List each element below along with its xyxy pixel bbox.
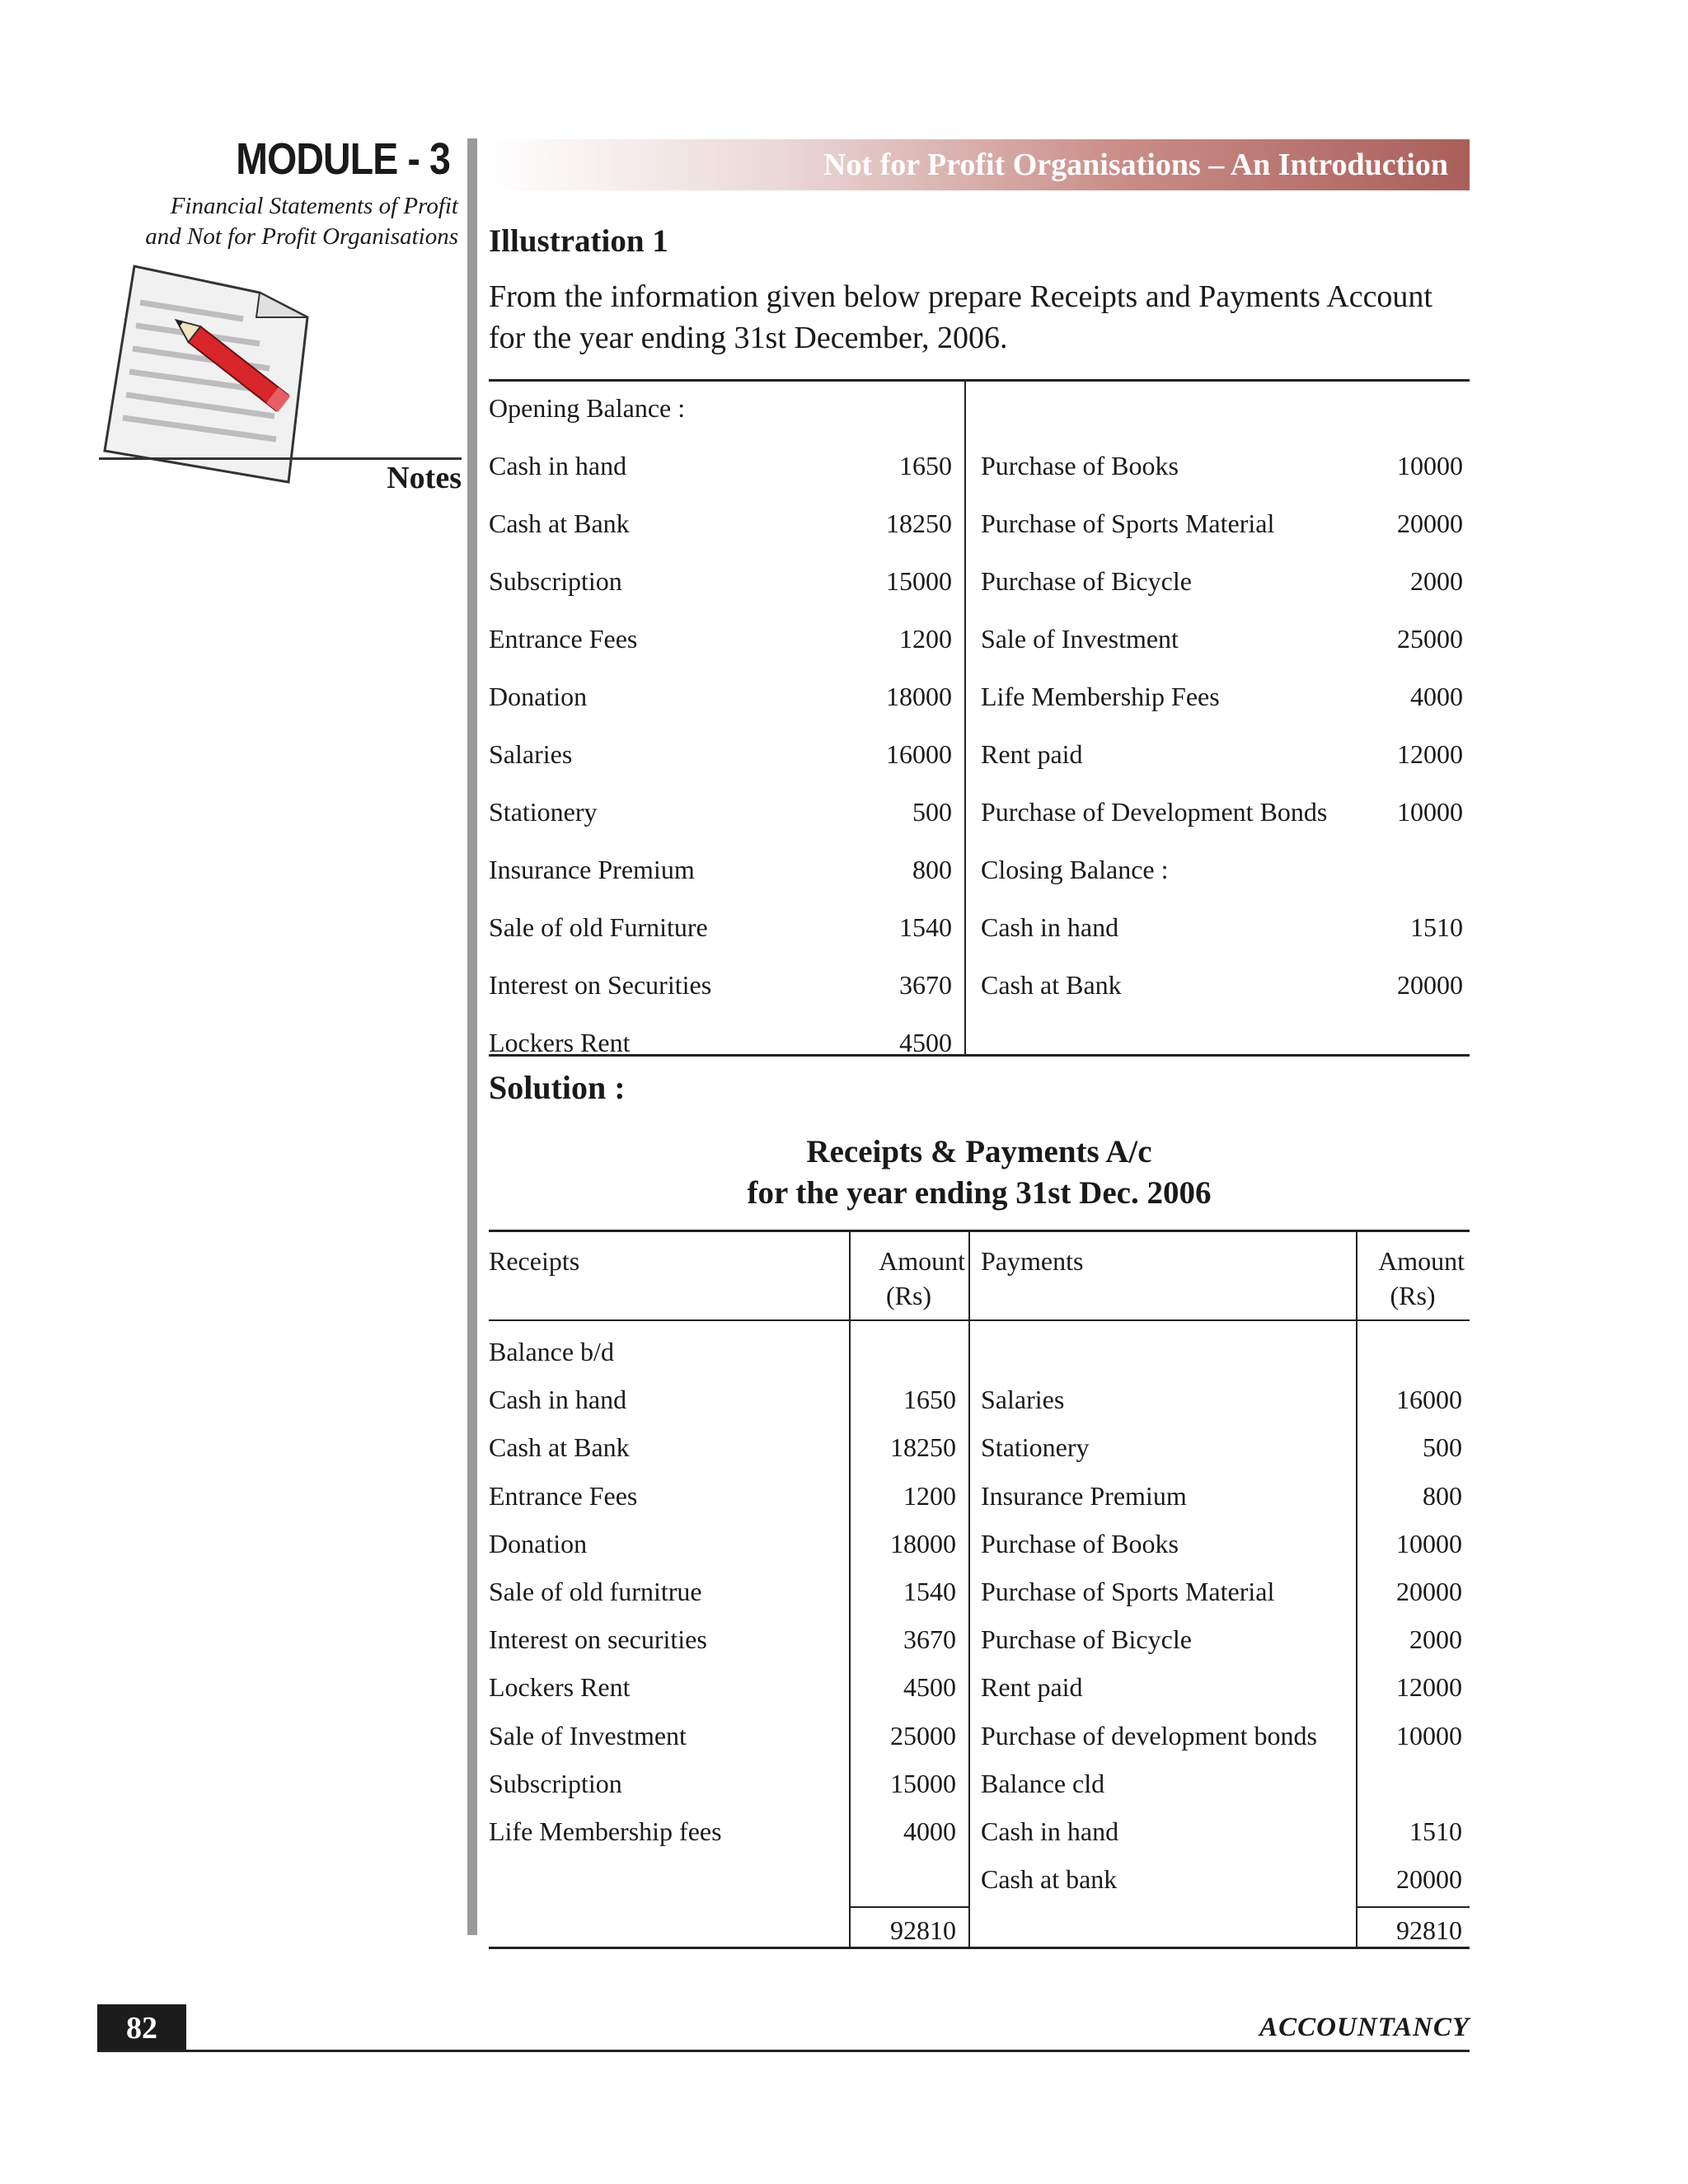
receipt-item-label: Interest on securities [489,1624,707,1655]
given-left-value: 1540 [899,912,952,942]
payment-item-label: Purchase of development bonds [981,1720,1317,1750]
given-right-value: 10000 [1397,451,1463,480]
payment-item-label: Balance cld [981,1768,1105,1798]
margin-vertical-bar [467,138,477,1935]
given-left-value: 15000 [886,566,952,596]
given-right-value: 20000 [1397,509,1463,538]
given-left-label: Entrance Fees [489,624,638,654]
receipt-item-amount: 18000 [890,1528,956,1558]
given-left-value: 18250 [886,509,952,538]
given-right-value [1331,1026,1463,1059]
table-divider [968,1232,970,1947]
receipts-header: Receipts [489,1246,580,1276]
amount-header-line2: (Rs) [1390,1281,1436,1310]
given-left-label: Subscription [489,566,622,596]
given-data-table [489,379,1470,1057]
amount-header-line2: (Rs) [885,1281,932,1310]
given-left-label: Stationery [489,797,598,827]
receipt-item-amount: 1540 [903,1577,956,1606]
given-right-label: Purchase of Books [981,451,1179,480]
given-left-label: Opening Balance : [489,393,686,423]
given-right-value [1331,853,1463,886]
given-right-value: 20000 [1397,970,1463,1000]
given-left-label: Interest on Securities [489,970,712,1000]
payment-item-label: Stationery [981,1432,1090,1463]
module-subtitle [99,191,458,252]
given-right-value: 1510 [1410,912,1463,942]
receipt-item-amount [849,1862,956,1896]
description-line2: for the year ending 31st December, 2006. [489,321,1008,355]
receipt-item-amount: 4500 [903,1672,956,1703]
payment-item-label: Insurance Premium [981,1480,1187,1511]
given-right-value: 25000 [1397,624,1463,654]
module-title: MODULE - 3 [236,134,450,184]
given-left-value: 16000 [886,739,952,769]
given-left-label: Salaries [489,739,573,769]
module-subtitle-line1: Financial Statements of Profit [170,193,458,219]
receipt-item-amount: 4000 [903,1816,956,1846]
payment-item-amount: 2000 [1409,1624,1462,1655]
payment-item-label: Purchase of Bicycle [981,1624,1192,1655]
given-left-value: 18000 [886,682,952,711]
given-left-value: 1200 [899,624,952,654]
payments-header: Payments [981,1246,1084,1276]
given-left-value [820,391,952,424]
page-number: 82 [97,2004,186,2052]
payment-item-amount: 1510 [1409,1816,1462,1846]
illustration-title: Illustration 1 [489,223,668,259]
receipt-item-label: Sale of Investment [489,1720,687,1750]
payment-item-amount: 16000 [1396,1385,1462,1415]
total-receipts: 92810 [890,1915,956,1945]
total-payments: 92810 [1396,1915,1462,1945]
amount-header-line1: Amount [1378,1246,1465,1276]
receipt-item-label: Lockers Rent [489,1672,631,1703]
given-left-value: 1650 [899,451,952,480]
given-left-label: Lockers Rent [489,1028,631,1057]
account-subtitle: for the year ending 31st Dec. 2006 [747,1175,1212,1211]
module-subtitle-line2: and Not for Profit Organisations [145,223,458,250]
receipt-item-label: Balance b/d [489,1337,614,1366]
receipt-item-label: Cash at Bank [489,1432,630,1463]
given-right-label: Cash at Bank [981,970,1122,1000]
receipt-item-amount: 3670 [903,1624,956,1655]
given-right-value [1331,391,1463,424]
description-line1: From the information given below prepare Receipts and Payments Account [489,279,1432,314]
given-left-value: 500 [912,797,952,827]
payment-item-amount: 10000 [1396,1528,1462,1558]
given-right-value: 10000 [1397,797,1463,827]
illustration-description [489,276,1478,359]
given-right-value: 2000 [1410,566,1463,596]
notes-label: Notes [387,461,462,495]
receipt-item-amount: 25000 [890,1720,956,1750]
given-right-label: Purchase of Development Bonds [981,797,1328,827]
payment-item-label: Cash in hand [981,1816,1119,1846]
given-table-divider [964,382,966,1054]
solution-title: Solution : [489,1069,626,1106]
receipt-item-amount: 1650 [903,1385,956,1415]
payment-item-amount [1356,1766,1462,1801]
receipt-item-label: Entrance Fees [489,1480,638,1511]
given-left-value: 3670 [899,970,952,1000]
payment-item-amount: 10000 [1396,1720,1462,1750]
given-right-label: Closing Balance : [981,855,1169,884]
payment-item-amount [1356,1334,1462,1369]
total-rule [849,1906,970,1908]
chapter-header-band [489,139,1470,190]
receipt-item-label: Life Membership fees [489,1816,722,1846]
given-right-label: Cash in hand [981,912,1119,942]
given-right-label: Life Membership Fees [981,682,1220,711]
payment-item-label: Rent paid [981,1672,1083,1703]
payment-item-amount: 12000 [1396,1672,1462,1703]
account-title: Receipts & Payments A/c [806,1134,1152,1169]
footer-subject-text: ACCOUNTANCY [1259,2013,1470,2042]
given-left-label: Cash in hand [489,451,627,480]
given-right-value: 4000 [1410,682,1463,711]
header-rule [489,1319,1470,1321]
payment-item-amount: 800 [1423,1480,1462,1511]
given-right-label: Rent paid [981,739,1083,769]
payment-item-label: Cash at bank [981,1864,1118,1895]
chapter-title: Not for Profit Organisations – An Introduction [823,148,1448,182]
given-left-label: Sale of old Furniture [489,912,708,942]
payment-item-amount: 20000 [1396,1577,1462,1606]
footer-rule [97,2050,1470,2052]
payment-item-amount: 500 [1423,1432,1462,1463]
payment-item-amount: 20000 [1396,1864,1462,1895]
receipt-item-label: Donation [489,1528,588,1558]
receipt-item-amount: 18250 [890,1432,956,1463]
payment-item-label: Purchase of Books [981,1528,1179,1558]
given-left-label: Donation [489,682,588,711]
given-left-value: 4500 [899,1028,952,1057]
given-left-label: Insurance Premium [489,855,695,884]
receipt-item-label: Subscription [489,1768,622,1798]
total-rule [1356,1906,1470,1908]
payment-item-label: Purchase of Sports Material [981,1577,1275,1606]
receipt-item-label: Sale of old furnitrue [489,1577,702,1606]
given-left-value: 800 [912,855,952,884]
given-right-label: Purchase of Bicycle [981,566,1192,596]
given-right-value: 12000 [1397,739,1463,769]
amount-header-payments [1356,1244,1470,1313]
given-left-label: Cash at Bank [489,509,630,538]
payment-item-label: Salaries [981,1385,1065,1415]
receipt-item-amount: 15000 [890,1768,956,1798]
amount-header-line1: Amount [879,1246,965,1276]
receipt-item-amount [849,1334,956,1369]
receipt-item-label: Cash in hand [489,1385,627,1415]
amount-header-receipts [849,1244,968,1313]
given-right-label: Purchase of Sports Material [981,509,1275,538]
given-right-label: Sale of Investment [981,624,1179,654]
receipt-item-amount: 1200 [903,1480,956,1511]
receipts-payments-table [489,1230,1470,1949]
